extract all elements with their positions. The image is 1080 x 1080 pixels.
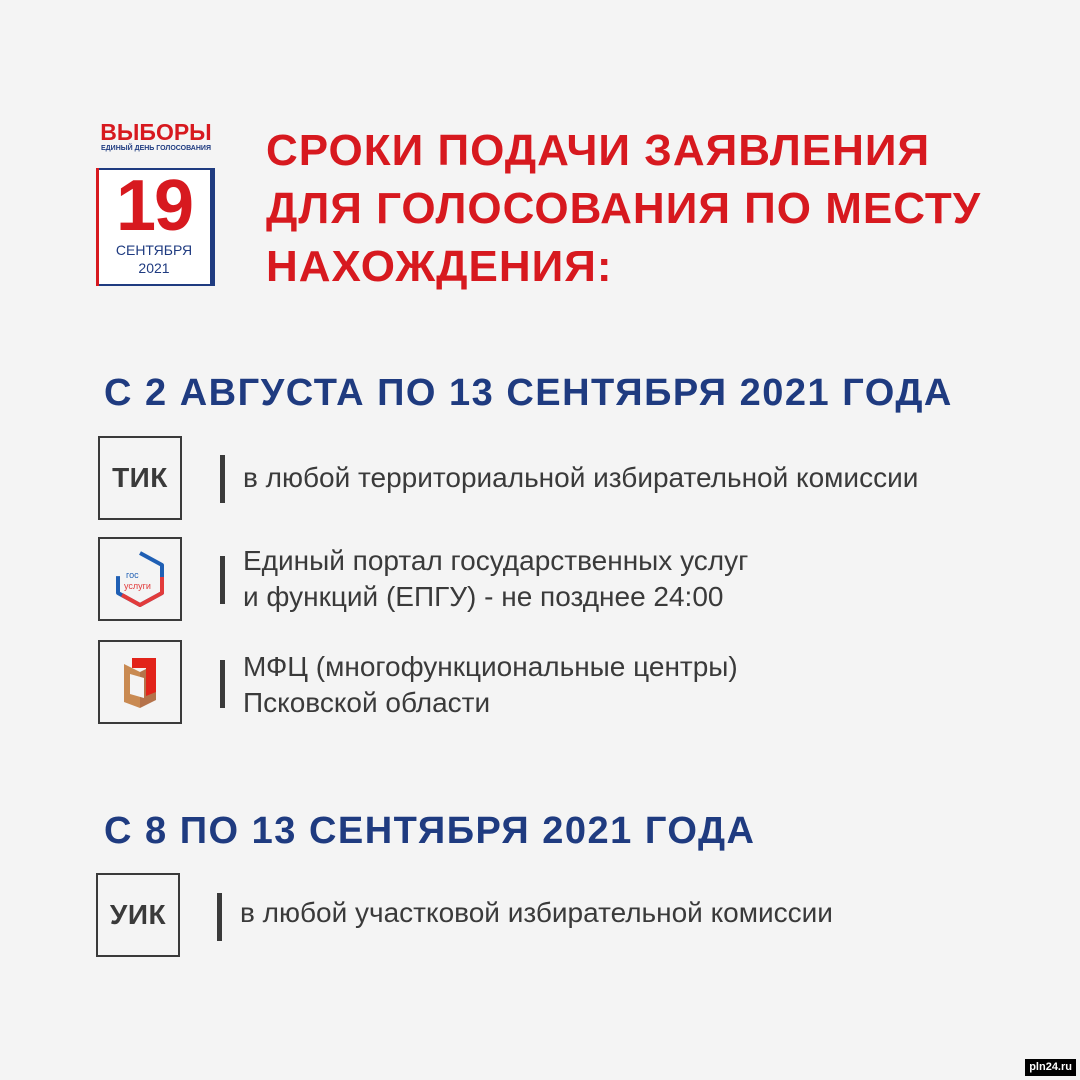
uik-icon xyxy=(96,873,180,957)
divider xyxy=(220,556,225,604)
tik-icon xyxy=(98,436,182,520)
gosuslugi-hexagon-icon xyxy=(108,547,172,611)
uik-label: УИК xyxy=(109,899,167,930)
headline-line-1: СРОКИ ПОДАЧИ ЗАЯВЛЕНИЯ xyxy=(266,126,931,175)
tik-description xyxy=(243,460,918,496)
headline-line-2: ДЛЯ ГОЛОСОВАНИЯ ПО МЕСТУ xyxy=(266,184,982,233)
elections-logo xyxy=(96,120,216,290)
epgu-line-2: и функций (ЕПГУ) - не позднее 24:00 xyxy=(243,581,724,612)
gosuslugi-logo-icon xyxy=(98,537,182,621)
divider xyxy=(217,893,222,941)
headline xyxy=(266,122,1046,296)
divider xyxy=(220,455,225,503)
section-2-title: С 8 ПО 13 СЕНТЯБРЯ 2021 ГОДА xyxy=(104,810,756,852)
headline-line-3: НАХОЖДЕНИЯ: xyxy=(266,242,613,291)
mfc-line-2: Псковской области xyxy=(243,687,491,718)
mfc-logo-icon xyxy=(98,640,182,724)
logo-ballot-box xyxy=(96,168,212,286)
uik-line-1: в любой участковой избирательной комиссии xyxy=(240,897,833,928)
section-1-title: С 2 АВГУСТА ПО 13 СЕНТЯБРЯ 2021 ГОДА xyxy=(104,372,953,414)
tik-label: ТИК xyxy=(112,462,168,493)
watermark: pln24.ru xyxy=(1025,1059,1076,1076)
gosuslugi-logo-line-1: гос xyxy=(126,570,139,580)
uik-description xyxy=(240,895,833,931)
divider xyxy=(220,660,225,708)
gosuslugi-logo-line-2: услуги xyxy=(124,581,151,591)
logo-subtitle: ЕДИНЫЙ ДЕНЬ ГОЛОСОВАНИЯ xyxy=(101,145,211,152)
logo-month: СЕНТЯБРЯ xyxy=(115,242,193,258)
logo-year: 2021 xyxy=(138,260,170,276)
logo-day: 19 xyxy=(115,166,193,246)
epgu-description xyxy=(243,543,748,615)
mfc-description xyxy=(243,649,738,721)
epgu-line-1: Единый портал государственных услуг xyxy=(243,545,749,576)
mfc-shape-icon xyxy=(118,654,162,710)
logo-title: ВЫБОРЫ xyxy=(100,119,212,145)
mfc-line-1: МФЦ (многофункциональные центры) xyxy=(243,651,738,682)
tik-line-1: в любой территориальной избирательной комиссии xyxy=(243,462,919,493)
